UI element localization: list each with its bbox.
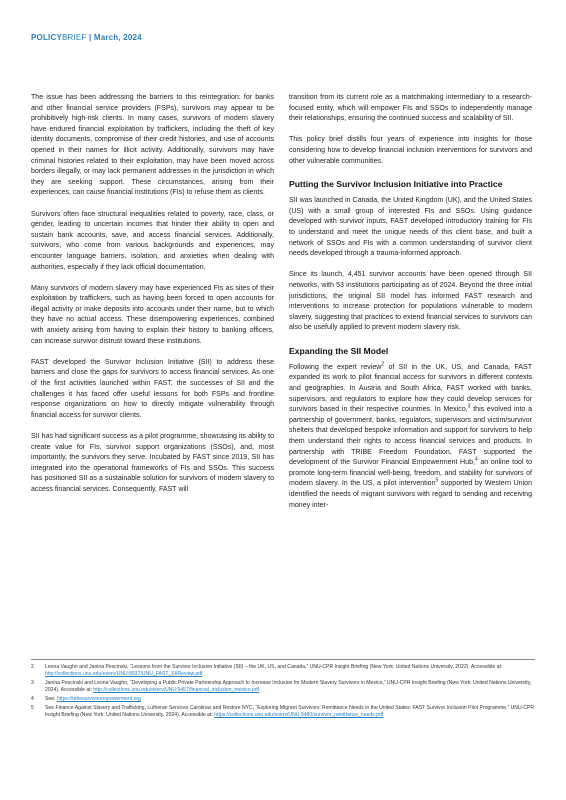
footnote-body: See Finance Against Slavery and Trafficking, Lutheran Services Carolinas and Restore NYC, “Exploring Migrant Survivors’ Remittance Needs in the United States: FAST Survivor Inclusion Pilot Programme,” UNU-CPR Insight Briefing (New York: United Nations University, 2024). Accessible at:: [45, 704, 535, 718]
paragraph: Survivors often face structural inequalities related to poverty, race, class, or gender, leading to uncertain incomes that hinder their ability to open and sustain bank accounts, save, and access financial services. Additionally, survivors, who come from various backgrounds and experiences, may encounter language barriers, isolation, and anxieties when dealing with authorities, especially if they lack official documentation.: [31, 210, 274, 271]
footnote-link[interactable]: http://collections.unu.edu/eserv/UNU:8937/UNU_FAST_SIIReview.pdf: [45, 671, 203, 678]
text-run: of SII in the UK, US, and Canada, FAST expanded its work to pilot financial access for survivors in different contexts and geographies. In Austria and South Africa, FAST worked with banks, supervisors, and regulators to explore how they could develop services for survivors based in their respective countries. In Mexico,: [289, 363, 532, 414]
footnote-text: [45, 680, 535, 695]
section-heading: Expanding the SII Model: [289, 345, 389, 356]
footnote-number: 4: [31, 696, 34, 702]
footnote: [31, 705, 535, 720]
text-run: this evolved into a partnership of government, banks, regulators, supervisors and victim/survivor shelters that developed bespoke information and support for survivors to help them understand their rights to access financial services and products. In partnership with TRIBE Freedom Foundation, FAST supported the development of the Survivor Financial Empowerment Hub,: [289, 406, 532, 467]
paragraph: Many survivors of modern slavery may have experienced FIs as sites of their exploitation by traffickers, such as having been forced to open accounts for illegal activity or make deposits into accounts under their name, but to which they have no actual access. These disempowering experiences, combined with anxiety arising from having to explain their history to banking officers, can increase survivor distrust toward these institutions.: [31, 284, 274, 345]
header-date: | March, 2024: [86, 33, 142, 42]
footnote: [31, 664, 535, 679]
section-heading: Putting the Survivor Inclusion Initiative into Practice: [289, 179, 503, 190]
paragraph: SII was launched in Canada, the United Kingdom (UK), and the United States (US) with a small group of interested FIs and SSOs. Using guidance developed with survivor inputs, FAST developed introductory training for FIs to understand and meet the unique needs of this client base, and built a network of SSOs and FIs with a common understanding of survivor client needs developed through a trauma-informed approach.: [289, 197, 532, 258]
paragraph: FAST developed the Survivor Inclusion Initiative (SII) to address these barriers and close the gaps for survivors to access financial services. As one of the first activities launched within FAST, the successes of SII and the challenges it has faced offer useful lessons for both FSPs and frontline response organizations on how to directly mitigate vulnerability through financial access for survivor clients.: [31, 358, 274, 419]
footnote-body: Leona Vaughn and Janina Pescinski, “Lessons from the Survivor Inclusion Initiative (SII) – the UK, US, and Canada,” UNU-CPR Insight Briefing (New York: United Nations University, 2022). Accessible at:: [45, 664, 503, 670]
text-run: Following the expert review: [289, 363, 382, 371]
footnote: [31, 696, 535, 703]
left-column: [31, 93, 274, 506]
paragraph: Since its launch, 4,451 survivor accounts have been opened through SII networks, with 53 institutions participating as of 2024. Beyond the three initial jurisdictions, the original SII model has informed FAST research and interventions to increase protection for populations vulnerable to modern slavery, suggesting that practices to extend financial services to survivors can also be usefully applied to prevent modern slavery risk.: [289, 271, 532, 332]
text-run: an online tool to promote long-term financial well-being, freedom, and stability for survivors of modern slavery. In the US, a pilot intervention: [289, 459, 532, 488]
paragraph: transition from its current role as a matchmaking intermediary to a research-focused entity, which will empower FIs and SSOs to independently manage their relationships, ensuring the continued success and scalability of SII.: [289, 94, 532, 123]
right-column: [289, 93, 532, 522]
footnotes: [31, 659, 535, 721]
brand-policy: POLICY: [31, 33, 62, 42]
footnote-body: Janina Pescinski and Leona Vaughn, “Developing a Public Private Partnership Approach to Increase Inclusion for Modern Slavery Survivors in Mexico,” UNU-CPR Insight Briefing (New York: United Nations University, 2024). Accessible at:: [45, 680, 532, 694]
footnote-ref[interactable]: 5: [435, 478, 439, 485]
footnote-ref[interactable]: 4: [474, 456, 478, 463]
footnote-ref[interactable]: 2: [381, 361, 385, 368]
paragraph: [289, 363, 532, 511]
paragraph: The issue has been addressing the barriers to this reintegration: for banks and other financial service providers (FSPs), survivors may appear to be prohibitively high-risk clients. In many cases, survivors of modern slavery have endured financial exploitation by traffickers, including the theft of key identity documents, compromise of their credit histories, and use of accounts opened in their names for illicit activity. Additionally, survivors may have criminal histories related to their exploitation, may have been moved across borders illegally, or may lack permanent addresses in the jurisdiction in which they are seeking support. These circumstances, arising from their experiences, can cause financial institutions (FIs) to refuse them as clients.: [31, 94, 274, 197]
footnote-body: See:: [45, 696, 57, 702]
footnote-ref[interactable]: 3: [467, 403, 471, 410]
paragraph: SII has had significant success as a pilot programme, showcasing its ability to create value for FIs, survivor support organizations (SSOs), and, most importantly, the survivors they serve. Incubated by FAST since 2019, SII has integrated into the operational frameworks of FIs and SSOs. This success has positioned SII as a sustainable solution for survivors of modern slavery to access financial services. Consequently, FAST will: [31, 433, 274, 493]
footnote-link[interactable]: https://collections.unu.edu/eserv/UNU:9480/survivor_remittance_needs.pdf: [214, 712, 384, 718]
footnote-text: [45, 705, 535, 720]
footnote-text: [45, 664, 535, 679]
footnote-number: 3: [31, 680, 34, 686]
header-brand: [31, 33, 142, 42]
brand-brief: BRIEF: [61, 33, 87, 42]
footnote: [31, 680, 535, 695]
footnote-link[interactable]: https://tribesurvivorempowerment.org: [56, 696, 141, 702]
footnote-number: 5: [31, 704, 34, 711]
footnote-text: [45, 696, 535, 703]
text-run: supported by Western Union identified the needs of migrant survivors with regard to sending and receiving money inter-: [289, 480, 533, 509]
paragraph: This policy brief distills four years of experience into insights for those considering how to develop financial inclusion interventions for survivors and other vulnerable communities.: [289, 136, 532, 165]
footnote-link[interactable]: http://collections.unu.edu/eserv/UNU:9457/financial_inclusion_mexico.pdf: [93, 687, 260, 694]
footnote-number: 2: [31, 664, 34, 670]
